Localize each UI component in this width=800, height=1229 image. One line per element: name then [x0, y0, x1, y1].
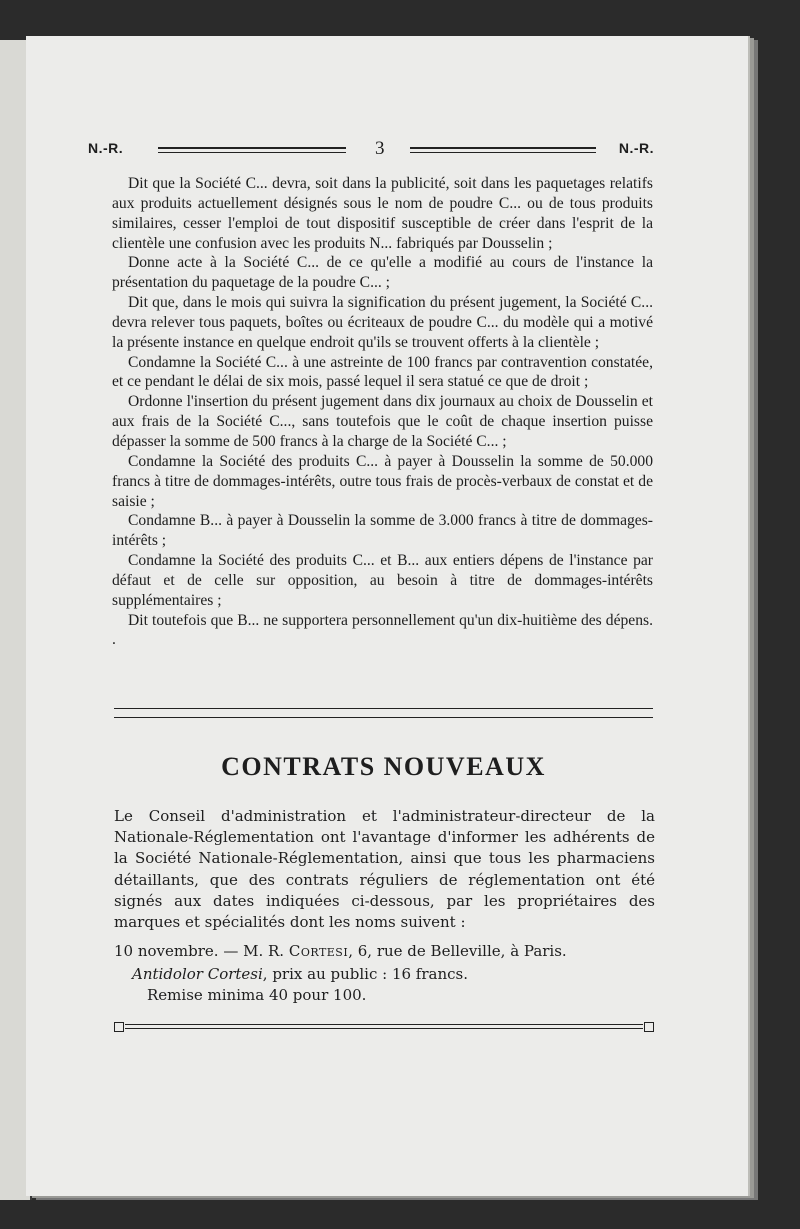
section-divider-top — [114, 708, 653, 709]
rule-double-line — [125, 1024, 643, 1029]
rule-end-square-right — [644, 1022, 654, 1032]
entry-product-line — [132, 965, 468, 983]
page-number: 3 — [375, 138, 385, 159]
intro-paragraph: Le Conseil d'administration et l'administrateur-directeur de la Nationale-Réglementation ont l'avantage d'informer les adhérents de la Société Nationale-Réglementation, ainsi que tous les pharmaciens détaillants, que des contrats réguliers de réglementation ont été signés aux dates indiquées ci-dessous, par les propriétaires des marques et spécialités dont les noms suivent : — [114, 807, 655, 932]
section-divider-bottom — [114, 717, 653, 718]
judgment-paragraph: Condamne la Société des produits C... à payer à Dousselin la somme de 50.000 francs à titre de dommages-intérêts, outre tous frais de procès-verbaux de constat et de saisie ; — [112, 452, 653, 510]
header-right-mark: N.-R. — [618, 140, 654, 156]
judgment-paragraph: Condamne la Société des produits C... et B... aux entiers dépens de l'instance par défaut et de celle sur opposition, au besoin à titre de dommages-intérêts supplémentaires ; — [112, 552, 653, 609]
judgment-paragraph: Condamne la Société C... à une astreinte de 100 francs par contravention constatée, et ce pendant le délai de six mois, passé lequel il sera statué ce que de droit ; — [112, 353, 653, 391]
rule-end-square-left — [114, 1022, 124, 1032]
entry-prefix: M. R. — [243, 942, 285, 960]
header-rule-left — [158, 147, 346, 153]
judgment-paragraph: Dit que, dans le mois qui suivra la signification du présent jugement, la Société C... devra relever tous paquets, boîtes ou écriteaux de poudre C... du modèle qui a motivé la présente instance en quelque endroit qu'ils se trouvent offerts à la clientèle ; — [112, 294, 653, 351]
contract-entry — [114, 942, 567, 960]
header-rule-right — [410, 147, 596, 153]
bottom-ornamental-rule — [114, 1021, 654, 1033]
section-title: CONTRATS NOUVEAUX — [221, 752, 546, 781]
judgment-text — [112, 174, 653, 650]
judgment-paragraph: Dit que la Société C... devra, soit dans la publicité, soit dans les paquetages relatifs aux produits actuellement désignés sous le nom de poudre C... ou de tous produits similaires, cesser l'emploi de tout dispositif susceptible de créer dans l'esprit de la clientèle une confusion avec les produits N... fabriqués par Dousselin ; — [112, 175, 653, 252]
entry-address: , 6, rue de Belleville, à Paris. — [348, 942, 567, 960]
judgment-paragraph: Dit toutefois que B... ne supportera personnellement qu'un dix-huitième des dépens. . — [112, 611, 653, 649]
header-left-mark: N.-R. — [88, 140, 124, 156]
section-intro — [114, 806, 655, 933]
entry-name: Cortesi — [288, 942, 349, 960]
judgment-paragraph: Condamne B... à payer à Dousselin la somme de 3.000 francs à titre de dommages-intérêts ; — [112, 512, 653, 550]
judgment-paragraph: Ordonne l'insertion du présent jugement dans dix journaux au choix de Dousselin et aux frais de la Société C..., sans toutefois que le coût de chaque insertion puisse dépasser la somme de 500 francs à la charge de la Société C... ; — [112, 393, 653, 450]
page-header — [88, 136, 654, 160]
entry-discount: Remise minima 40 pour 100. — [147, 986, 367, 1004]
entry-date: 10 novembre. — [114, 942, 219, 960]
judgment-paragraph: Donne acte à la Société C... de ce qu'elle a modifié au cours de l'instance la présentation du paquetage de la poudre C... ; — [112, 254, 653, 292]
entry-price: , prix au public : 16 francs. — [262, 965, 468, 983]
entry-dash: — — [223, 942, 239, 960]
entry-product: Antidolor Cortesi — [132, 965, 263, 983]
